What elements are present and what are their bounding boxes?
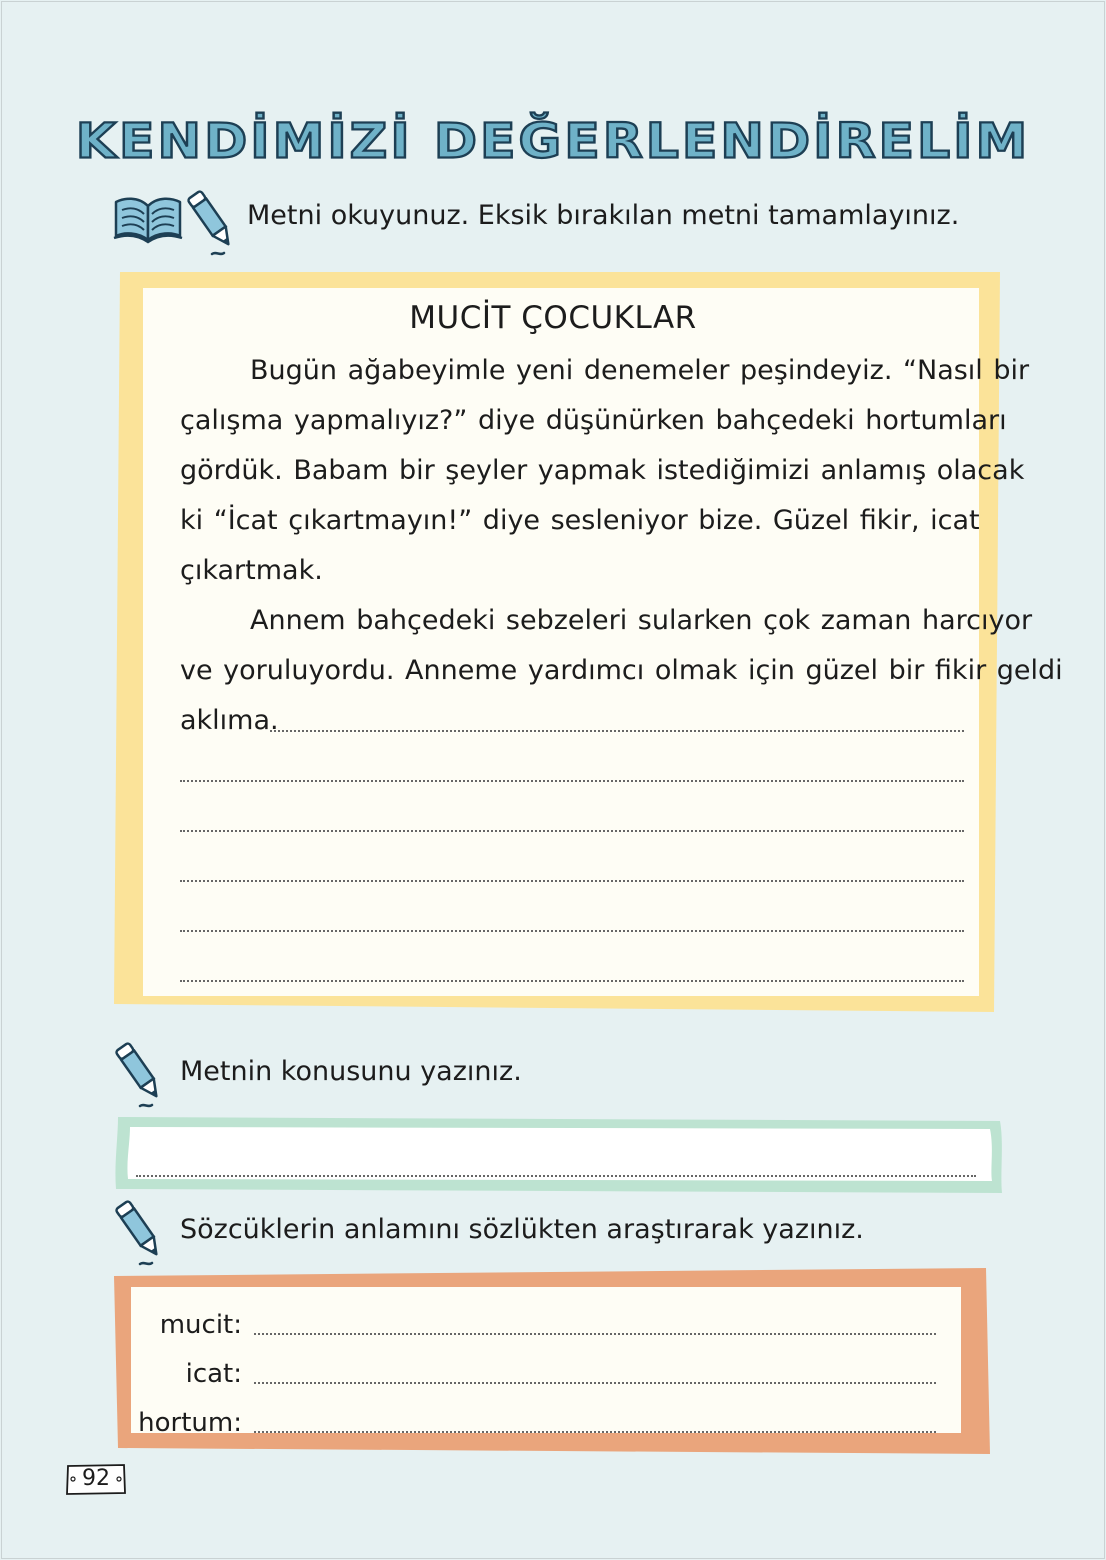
story-line: aklıma.	[180, 705, 279, 736]
word-label-icat: icat:	[185, 1359, 242, 1389]
page-number: 92	[82, 1466, 110, 1491]
pencil-icon	[186, 188, 234, 260]
answer-line[interactable]	[180, 880, 964, 882]
instruction-read: Metni okuyunuz. Eksik bırakılan metni tamamlayınız.	[247, 200, 960, 231]
pencil-icon	[114, 1198, 162, 1270]
story-card	[143, 288, 979, 996]
story-line: gördük. Babam bir şeyler yapmak istediğimizi anlamış olacak	[180, 455, 1025, 486]
answer-line[interactable]	[270, 730, 964, 732]
topic-answer-line[interactable]	[136, 1175, 976, 1177]
story-title: MUCİT ÇOCUKLAR	[409, 300, 697, 336]
story-line: çıkartmak.	[180, 555, 323, 586]
story-line: Bugün ağabeyimle yeni denemeler peşindeyiz. “Nasıl bir	[250, 355, 1030, 386]
story-line: Annem bahçedeki sebzeleri sularken çok zaman harcıyor	[250, 605, 1033, 636]
answer-line[interactable]	[180, 780, 964, 782]
definition-line[interactable]	[254, 1431, 936, 1433]
instruction-topic: Metnin konusunu yazınız.	[180, 1056, 522, 1087]
story-line: ve yoruluyordu. Anneme yardımcı olmak için güzel bir fikir geldi	[180, 655, 1063, 686]
definition-line[interactable]	[254, 1382, 936, 1384]
instruction-dictionary: Sözcüklerin anlamını sözlükten araştırarak yazınız.	[180, 1214, 864, 1245]
answer-line[interactable]	[180, 830, 964, 832]
word-label-mucit: mucit:	[159, 1310, 242, 1340]
word-label-hortum: hortum:	[138, 1408, 242, 1438]
definition-line[interactable]	[254, 1333, 936, 1335]
answer-line[interactable]	[180, 980, 964, 982]
dictionary-card	[131, 1287, 961, 1433]
open-book-icon	[112, 192, 184, 244]
answer-line[interactable]	[180, 930, 964, 932]
page-title: KENDİMİZİ DEĞERLENDİRELİM	[75, 114, 1031, 170]
pencil-icon	[114, 1040, 162, 1112]
topic-frame	[112, 1113, 1005, 1197]
story-line: çalışma yapmalıyız?” diye düşünürken bahçedeki hortumları	[180, 405, 1007, 436]
story-line: ki “İcat çıkartmayın!” diye sesleniyor bize. Güzel fikir, icat	[180, 505, 980, 536]
